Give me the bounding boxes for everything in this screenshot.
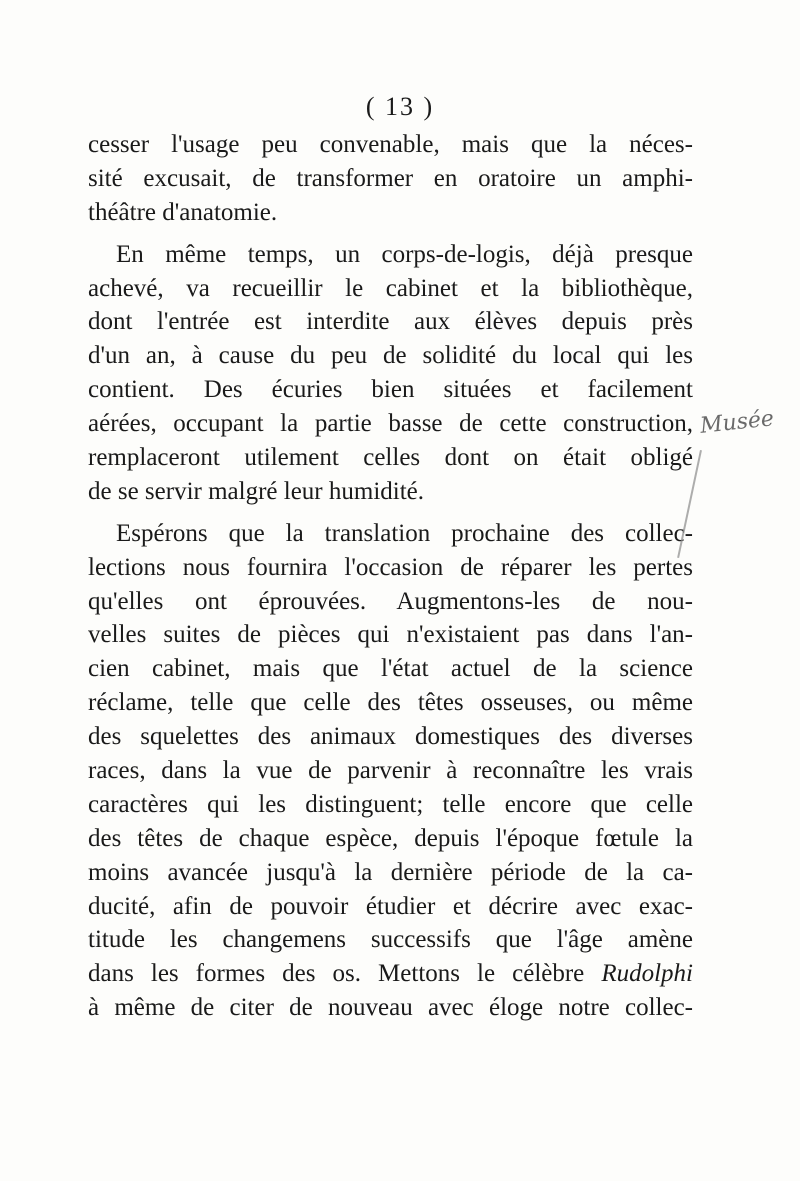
text-line: lections nous fournira l'occasion de réparer les pertes <box>88 553 693 581</box>
text-line: moins avancée jusqu'à la dernière période de la ca- <box>88 858 693 886</box>
text-line: des squelettes des animaux domestiques des diverses <box>88 723 693 751</box>
text-line: caractères qui les distinguent; telle encore que celle <box>88 790 693 818</box>
body-text <box>88 128 693 1025</box>
text-line: dont l'entrée est interdite aux élèves depuis près <box>88 308 693 336</box>
paragraph-1 <box>88 128 693 230</box>
text-line: En même temps, un corps-de-logis, déjà presque <box>116 240 693 268</box>
text-line: réclame, telle que celle des têtes osseuses, ou même <box>88 689 693 717</box>
paragraph-3 <box>88 517 693 1025</box>
text-line: races, dans la vue de parvenir à reconnaître les vrais <box>88 757 693 785</box>
text-line: velles suites de pièces qui n'existaient pas dans l'an- <box>88 621 693 649</box>
text-line-part: dans les formes des os. Mettons le célèbre <box>88 960 585 988</box>
text-line: aérées, occupant la partie basse de cette construction, <box>88 410 693 438</box>
text-line: ducité, afin de pouvoir étudier et décrire avec exac- <box>88 892 693 920</box>
text-line-with-name <box>88 957 693 991</box>
text-line: cesser l'usage peu convenable, mais que la néces- <box>88 131 693 158</box>
text-line: de se servir malgré leur humidité. <box>88 477 424 505</box>
text-line: Espérons que la translation prochaine des collec- <box>116 519 693 547</box>
text-line: sité excusait, de transformer en oratoire un amphi- <box>88 164 693 192</box>
text-line: remplaceront utilement celles dont on était obligé <box>88 444 693 472</box>
text-line: des têtes de chaque espèce, depuis l'époque fœtule la <box>88 824 693 852</box>
text-line: titude les changemens successifs que l'âge amène <box>88 926 693 954</box>
page-number: ( 13 ) <box>365 92 435 121</box>
paragraph-2 <box>88 238 693 509</box>
text-line: à même de citer de nouveau avec éloge notre collec- <box>88 994 693 1022</box>
handwritten-margin-note: Musée <box>698 406 776 439</box>
text-line: contient. Des écuries bien situées et facilement <box>88 376 693 404</box>
text-line: d'un an, à cause du peu de solidité du local qui les <box>88 342 693 370</box>
text-line: théâtre d'anatomie. <box>88 198 278 226</box>
text-line: cien cabinet, mais que l'état actuel de la science <box>88 655 693 683</box>
text-line: qu'elles ont éprouvées. Augmentons-les de nou- <box>88 587 693 615</box>
text-line: achevé, va recueillir le cabinet et la bibliothèque, <box>88 274 693 302</box>
author-name: Rudolphi <box>601 960 693 988</box>
